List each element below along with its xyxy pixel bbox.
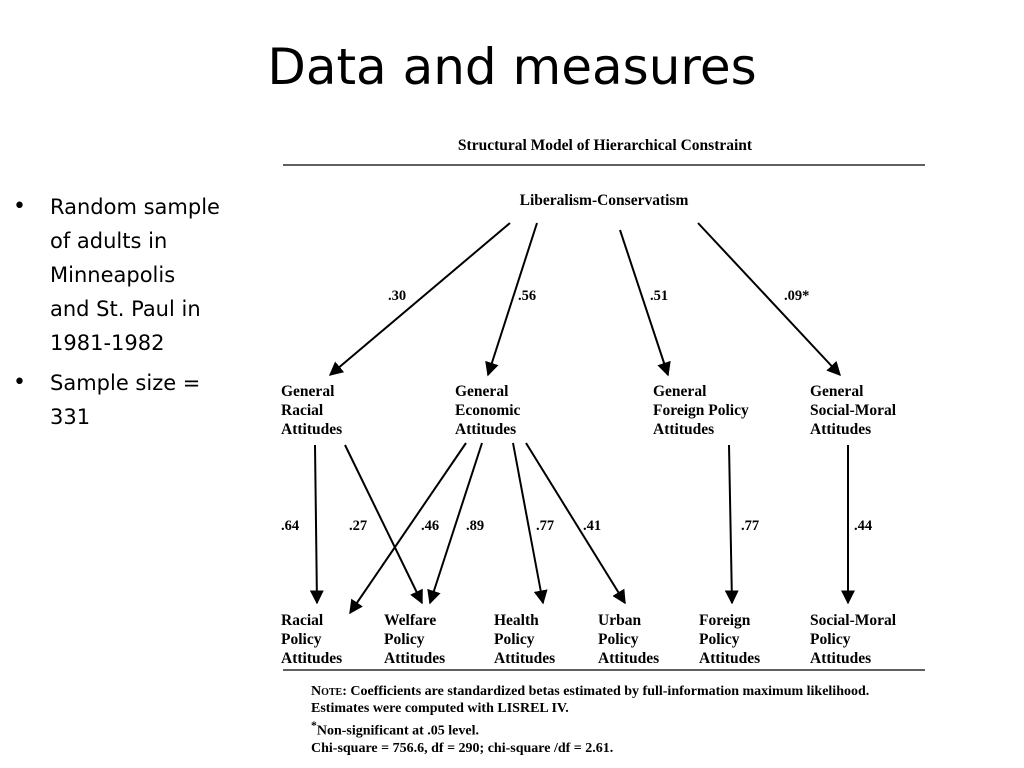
- diagram-title: Structural Model of Hierarchical Constraint: [457, 137, 753, 154]
- structural-model-diagram: [270, 125, 940, 675]
- edge-label: .77: [536, 518, 555, 534]
- node-general-economic: General Economic Attitudes: [455, 383, 521, 438]
- edge-racial-racialpolicy: [315, 445, 317, 603]
- footnote-mark: *: [311, 719, 317, 732]
- slide-title: Data and measures: [267, 38, 757, 96]
- note-line-2: Non-significant at .05 level.: [316, 723, 479, 739]
- top-node-liberalism-conservatism: Liberalism-Conservatism: [519, 192, 689, 209]
- edge-label: .77: [741, 518, 760, 534]
- node-foreign-policy: Foreign Policy Attitudes: [699, 612, 761, 667]
- note-line-3: Chi-square = 756.6, df = 290; chi-square /df = 2.61.: [311, 740, 614, 756]
- edge-label: .27: [349, 518, 368, 534]
- edge-label: .46: [421, 518, 440, 534]
- bullet-dot-icon: •: [13, 194, 26, 219]
- bullet-item: [10, 366, 220, 434]
- edge-label: .64: [281, 518, 300, 534]
- edge-lc-racial: [330, 223, 510, 375]
- edge-economic-racialpolicy: [350, 443, 466, 613]
- edge-foreign-foreignpolicy: [729, 445, 732, 603]
- node-general-foreign-policy: General Foreign Policy Attitudes: [653, 383, 749, 438]
- edge-lc-social-moral: [698, 223, 840, 375]
- edge-label: .56: [518, 288, 537, 304]
- node-social-moral-policy: Social-Moral Policy Attitudes: [810, 612, 897, 667]
- edge-label: .51: [650, 288, 669, 304]
- bullet-text: Sample size = 331: [50, 371, 201, 429]
- node-urban-policy: Urban Policy Attitudes: [598, 612, 660, 667]
- note-label: Note:: [311, 684, 347, 699]
- node-general-social-moral: General Social-Moral Attitudes: [810, 383, 897, 438]
- note-line-1: Coefficients are standardized betas estimated by full-information maximum likelihood. Estimates were computed with LISREL IV.: [311, 684, 870, 716]
- diagram-note: [281, 683, 931, 757]
- bullet-dot-icon: •: [13, 370, 26, 395]
- bullet-item: [10, 190, 220, 360]
- node-racial-policy: Racial Policy Attitudes: [281, 612, 343, 667]
- node-health-policy: Health Policy Attitudes: [494, 612, 556, 667]
- node-welfare-policy: Welfare Policy Attitudes: [384, 612, 446, 667]
- edge-label: .09*: [784, 288, 810, 304]
- edge-label: .44: [854, 518, 873, 534]
- edge-label: .41: [583, 518, 602, 534]
- bullet-list: [10, 190, 220, 440]
- edge-label: .89: [466, 518, 485, 534]
- edge-label: .30: [388, 288, 407, 304]
- node-general-racial: General Racial Attitudes: [281, 383, 343, 438]
- bullet-text: Random sample of adults in Minneapolis and St. Paul in 1981-1982: [50, 195, 220, 355]
